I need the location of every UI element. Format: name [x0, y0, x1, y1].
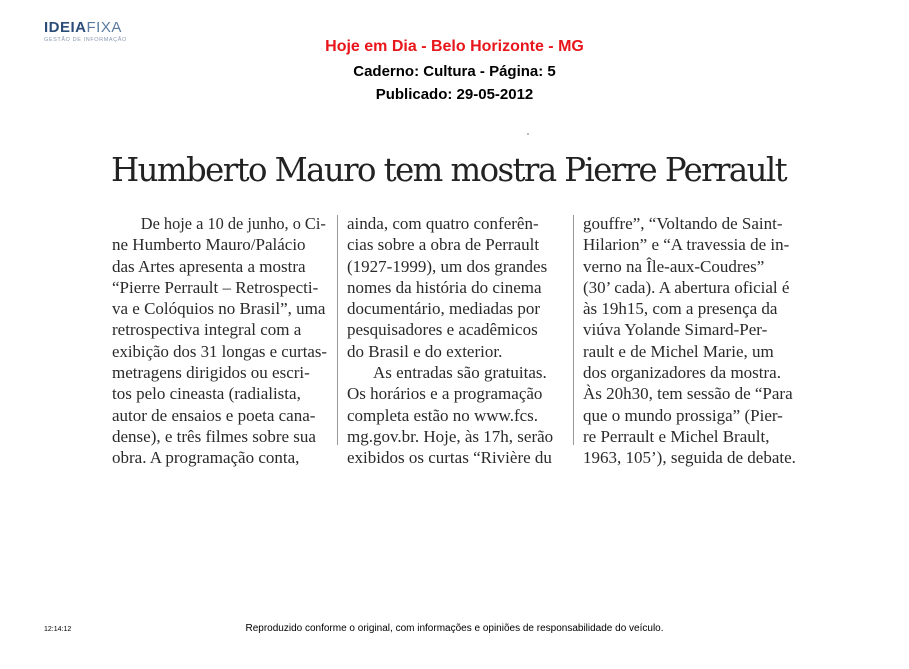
text-line: do Brasil e do exterior.	[347, 341, 503, 361]
text-line: 1963, 105’), seguida de debate.	[583, 448, 796, 468]
logo-brand-b: FIXA	[86, 19, 122, 36]
text-line: completa estão no www.fcs.	[347, 405, 539, 425]
text-line: (1927-1999), um dos grandes	[347, 256, 548, 276]
article-column-3	[583, 213, 798, 469]
text-line: rault e de Michel Marie, um	[583, 341, 774, 361]
text-line: Os horários e a programação	[347, 384, 543, 404]
text-line: retrospectiva integral com a	[112, 320, 302, 340]
scan-speck	[527, 133, 529, 135]
text-line: nomes da história do cinema	[347, 277, 542, 297]
text-line: re Perrault e Michel Brault,	[583, 426, 770, 446]
source-title: Hoje em Dia - Belo Horizonte - MG	[325, 38, 584, 55]
text-line: mg.gov.br. Hoje, às 17h, serão	[347, 426, 554, 446]
text-line: obra. A programação conta,	[112, 448, 300, 468]
text-line: “Pierre Perrault – Retrospecti-	[112, 277, 319, 297]
text-line: ne Humberto Mauro/Palácio	[112, 235, 306, 255]
text-line: (30’ cada). A abertura oficial é	[583, 277, 790, 297]
publish-date: Publicado: 29-05-2012	[375, 86, 534, 103]
text-line: exibidos os curtas “Rivière du	[347, 448, 552, 468]
logo-brand-a: IDEIA	[44, 19, 87, 36]
text-line: documentário, mediadas por	[347, 299, 541, 319]
logo-tagline: GESTÃO DE INFORMAÇÃO	[44, 37, 127, 43]
article-headline: Humberto Mauro tem mostra Pierre Perrault	[111, 150, 787, 189]
column-divider	[573, 215, 574, 445]
footer-disclaimer: Reproduzido conforme o original, com informações e opiniões de responsabilidade do veículo.	[245, 623, 664, 634]
text-line: que o mundo prossiga” (Pier-	[583, 405, 783, 425]
article-column-1	[112, 213, 327, 469]
text-line: viúva Yolande Simard-Per-	[583, 320, 768, 340]
text-line: gouffre”, “Voltando de Saint-	[583, 214, 783, 233]
text-line: cias sobre a obra de Perrault	[347, 235, 540, 255]
logo-wordmark	[44, 20, 127, 36]
text-line: De hoje a 10 de junho, o Ci-	[140, 214, 326, 233]
text-line: das Artes apresenta a mostra	[112, 256, 306, 276]
text-line: dos organizadores da mostra.	[583, 363, 781, 383]
text-line: As entradas são gratuitas.	[373, 363, 547, 383]
text-line: autor de ensaios e poeta cana-	[112, 405, 316, 425]
column-divider	[337, 215, 338, 445]
text-line: Hilarion” e “A travessia de in-	[583, 235, 790, 255]
text-line: tos pelo cineasta (radialista,	[112, 384, 301, 404]
text-line: verno na Île-aux-Coudres”	[583, 256, 765, 276]
text-line: pesquisadores e acadêmicos	[347, 320, 538, 340]
footer-timestamp: 12:14:12	[44, 626, 72, 633]
text-line: exibição dos 31 longas e curtas-	[112, 341, 327, 361]
text-line: dense), e três filmes sobre sua	[112, 426, 316, 446]
text-line: metragens dirigidos ou escri-	[112, 363, 310, 383]
text-line: va e Colóquios no Brasil”, uma	[112, 299, 326, 319]
text-line: às 19h15, com a presença da	[583, 299, 778, 319]
text-line: ainda, com quatro conferên-	[347, 214, 539, 233]
section-page: Caderno: Cultura - Página: 5	[353, 63, 556, 80]
text-line: Às 20h30, tem sessão de “Para	[583, 384, 793, 404]
article-column-2	[347, 213, 562, 469]
